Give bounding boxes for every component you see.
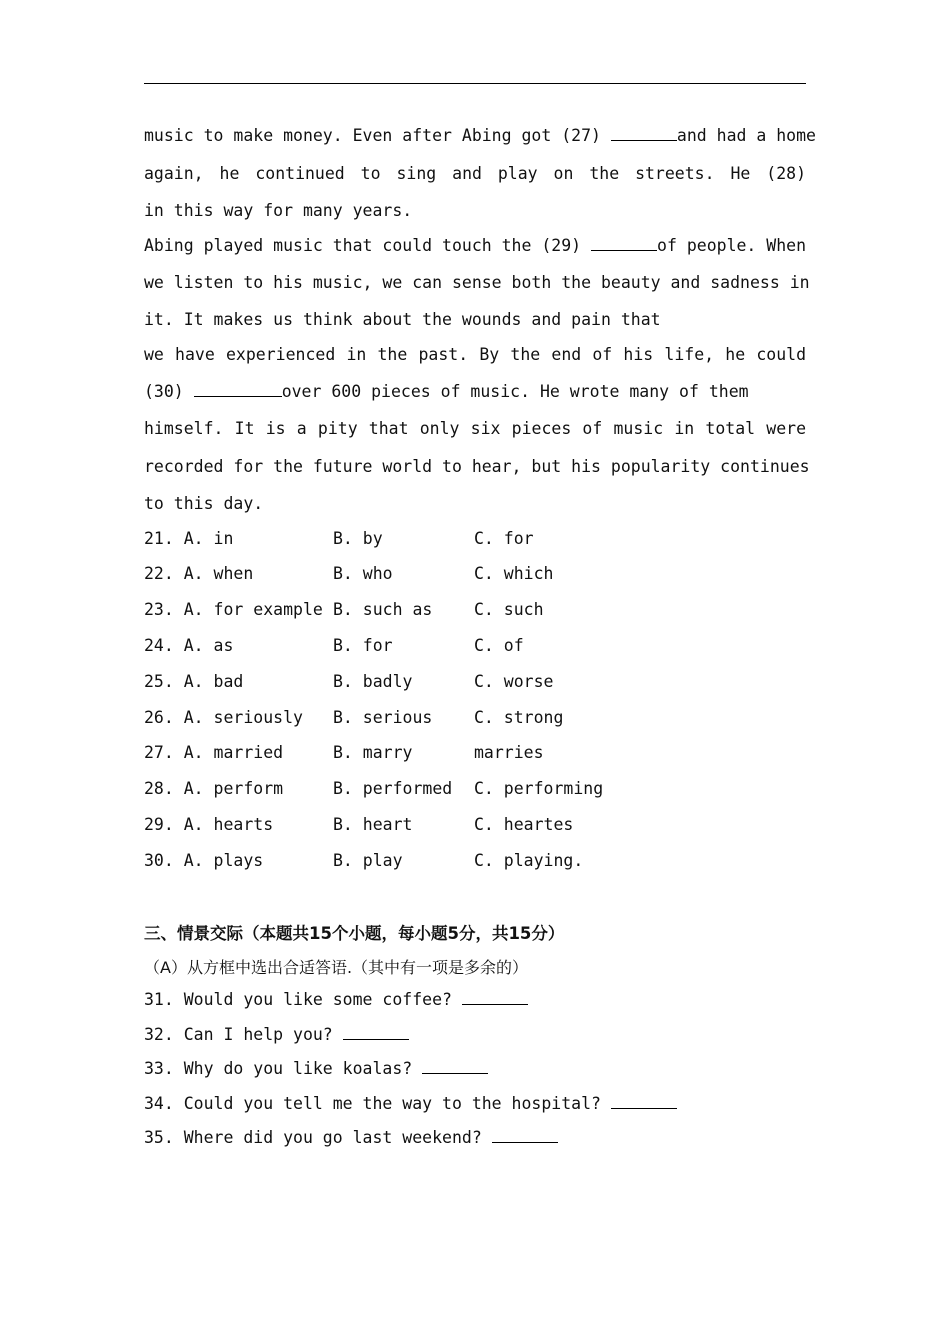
blank-30 [194, 383, 282, 397]
passage-line-2: again, he continued to sing and play on the streets. He (28) [144, 164, 806, 183]
passage-text: and had a home [676, 126, 816, 145]
option-a: 26. A. seriously [144, 708, 303, 727]
option-row-23 [144, 600, 806, 622]
option-c: C. strong [474, 708, 564, 727]
option-b: B. performed [333, 779, 453, 798]
option-row-21 [144, 529, 806, 551]
passage-line-1 [144, 126, 816, 145]
passage-line-9: himself. It is a pity that only six pieces of music in total were [144, 419, 806, 438]
question-text: 31. Would you like some coffee? [144, 990, 452, 1009]
option-a: 22. A. when [144, 564, 254, 583]
passage-line-7: we have experienced in the past. By the end of his life, he could [144, 345, 806, 364]
option-row-26 [144, 708, 806, 730]
section-heading: 三、情景交际（本题共15个小题，每小题5分，共15分） [144, 924, 565, 943]
question-text: 33. Why do you like koalas? [144, 1059, 413, 1078]
question-34 [144, 1094, 806, 1113]
option-row-27 [144, 743, 806, 765]
option-c: C. of [474, 636, 524, 655]
question-text: 32. Can I help you? [144, 1025, 333, 1044]
passage-text: Abing played music that could touch the (29) [144, 236, 582, 255]
option-c: marries [474, 743, 544, 762]
passage-line-11: to this day. [144, 494, 264, 513]
question-32 [144, 1025, 806, 1044]
option-b: B. serious [333, 708, 433, 727]
section-instruction: （A）从方框中选出合适答语.（其中有一项是多余的） [144, 958, 529, 977]
option-a: 27. A. married [144, 743, 284, 762]
question-text: 35. Where did you go last weekend? [144, 1128, 482, 1147]
header-rule [144, 83, 806, 84]
question-text: 34. Could you tell me the way to the hospital? [144, 1094, 601, 1113]
option-c: C. which [474, 564, 554, 583]
option-row-30 [144, 851, 806, 873]
passage-text: (30) [144, 382, 184, 401]
answer-blank [343, 1026, 409, 1040]
option-row-25 [144, 672, 806, 694]
answer-blank [611, 1095, 677, 1109]
option-a: 21. A. in [144, 529, 234, 548]
passage-line-3: in this way for many years. [144, 201, 413, 220]
option-a: 24. A. as [144, 636, 234, 655]
passage-line-6: it. It makes us think about the wounds and pain that [144, 310, 661, 329]
option-c: C. for [474, 529, 534, 548]
blank-27 [611, 127, 677, 141]
passage-text: over 600 pieces of music. He wrote many of them [281, 382, 749, 401]
blank-29 [591, 237, 657, 251]
answer-blank [462, 991, 528, 1005]
option-row-24 [144, 636, 806, 658]
passage-text: of people. When [657, 236, 807, 255]
passage-line-8 [144, 382, 806, 401]
answer-blank [492, 1129, 558, 1143]
option-b: B. marry [333, 743, 413, 762]
question-35 [144, 1128, 806, 1147]
option-row-29 [144, 815, 806, 837]
option-b: B. such as [333, 600, 433, 619]
passage-line-4 [144, 236, 806, 255]
question-33 [144, 1059, 806, 1078]
option-c: C. performing [474, 779, 604, 798]
option-b: B. for [333, 636, 393, 655]
option-c: C. playing. [474, 851, 584, 870]
passage-line-5: we listen to his music, we can sense both the beauty and sadness in [144, 273, 810, 292]
passage-line-10: recorded for the future world to hear, but his popularity continues [144, 457, 810, 476]
option-row-28 [144, 779, 806, 801]
option-b: B. by [333, 529, 383, 548]
option-row-22 [144, 564, 806, 586]
option-a: 29. A. hearts [144, 815, 274, 834]
option-c: C. worse [474, 672, 554, 691]
option-a: 28. A. perform [144, 779, 284, 798]
option-b: B. who [333, 564, 393, 583]
option-c: C. heartes [474, 815, 574, 834]
option-a: 23. A. for example [144, 600, 323, 619]
question-31 [144, 990, 806, 1009]
option-a: 25. A. bad [144, 672, 244, 691]
option-b: B. play [333, 851, 403, 870]
option-c: C. such [474, 600, 544, 619]
passage-text: music to make money. Even after Abing got (27) [144, 126, 601, 145]
option-b: B. badly [333, 672, 413, 691]
option-b: B. heart [333, 815, 413, 834]
answer-blank [422, 1060, 488, 1074]
option-a: 30. A. plays [144, 851, 264, 870]
